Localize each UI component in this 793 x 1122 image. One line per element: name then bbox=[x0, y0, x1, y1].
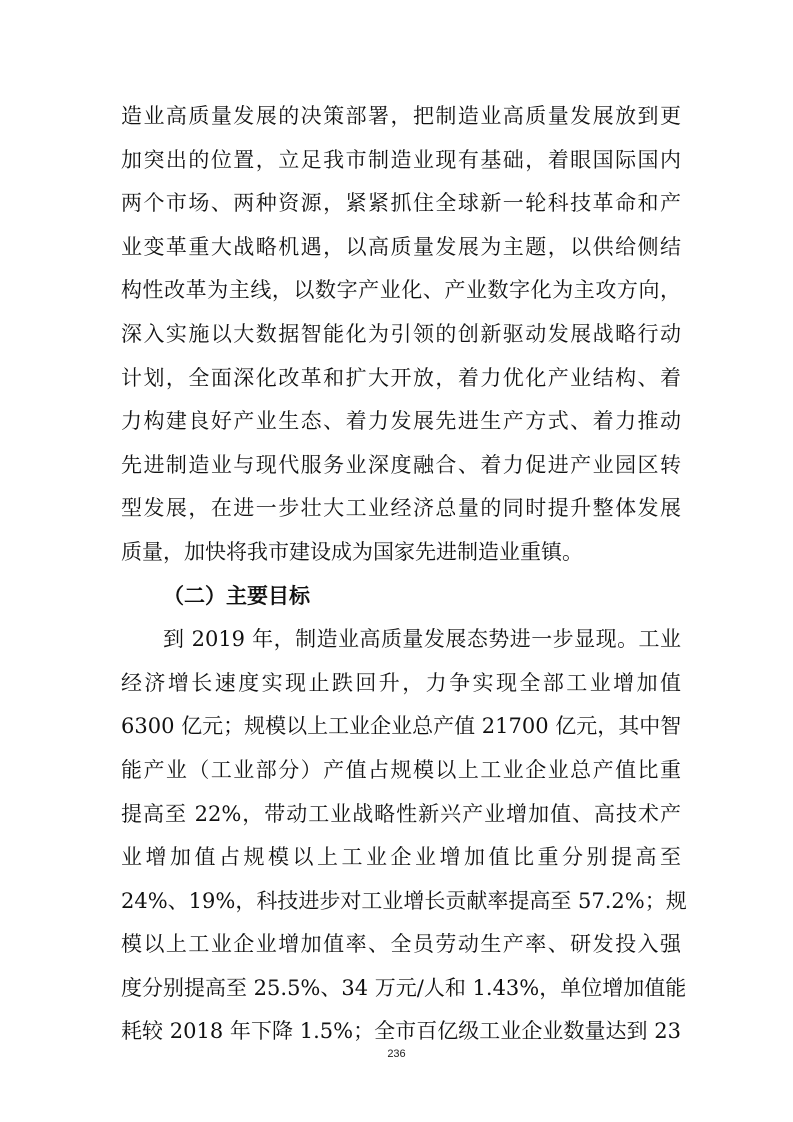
paragraph-line: 6300 亿元；规模以上工业企业总产值 21700 亿元，其中智 bbox=[121, 714, 682, 739]
paragraph-line: 耗较 2018 年下降 1.5%；全市百亿级工业企业数量达到 23 bbox=[121, 1019, 681, 1044]
paragraph-line: 质量，加快将我市建设成为国家先进制造业重镇。 bbox=[121, 539, 583, 564]
paragraph-line: 造业高质量发展的决策部署，把制造业高质量发展放到更 bbox=[121, 104, 681, 128]
paragraph-line: 经济增长速度实现止跌回升，力争实现全部工业增加值 bbox=[121, 670, 681, 695]
paragraph-line: 深入实施以大数据智能化为引领的创新驱动发展战略行动 bbox=[121, 321, 681, 346]
paragraph-line: 提高至 22%，带动工业战略性新兴产业增加值、高技术产 bbox=[121, 801, 681, 826]
page-number: 236 bbox=[387, 1048, 406, 1060]
paragraph-line: 加突出的位置，立足我市制造业现有基础，着眼国际国内 bbox=[121, 147, 681, 172]
paragraph-line: 计划，全面深化改革和扩大开放，着力优化产业结构、着 bbox=[121, 365, 681, 390]
section-heading: （二）主要目标 bbox=[163, 583, 310, 608]
paragraph-line: 24%、19%，科技进步对工业增长贡献率提高至 57.2%；规 bbox=[121, 888, 687, 913]
paragraph-line: 构性改革为主线，以数字产业化、产业数字化为主攻方向， bbox=[121, 278, 681, 303]
paragraph-line: 型发展，在进一步壮大工业经济总量的同时提升整体发展 bbox=[121, 496, 681, 521]
paragraph-line: 先进制造业与现代服务业深度融合、着力促进产业园区转 bbox=[121, 452, 681, 477]
paragraph-line: 力构建良好产业生态、着力发展先进生产方式、着力推动 bbox=[121, 409, 681, 434]
paragraph-line: 两个市场、两种资源，紧紧抓住全球新一轮科技革命和产 bbox=[121, 191, 681, 216]
paragraph-line: 模以上工业企业增加值率、全员劳动生产率、研发投入强 bbox=[121, 932, 681, 957]
paragraph-line: 业增加值占规模以上工业企业增加值比重分别提高至 bbox=[121, 845, 681, 870]
paragraph-line: 业变革重大战略机遇，以高质量发展为主题，以供给侧结 bbox=[121, 234, 681, 259]
paragraph-line: 度分别提高至 25.5%、34 万元/人和 1.43%，单位增加值能 bbox=[121, 975, 687, 1000]
body-text bbox=[121, 95, 687, 1054]
paragraph-line: 能产业（工业部分）产值占规模以上工业企业总产值比重 bbox=[121, 757, 681, 782]
paragraph-line: 到 2019 年，制造业高质量发展态势进一步显现。工业 bbox=[163, 627, 681, 652]
